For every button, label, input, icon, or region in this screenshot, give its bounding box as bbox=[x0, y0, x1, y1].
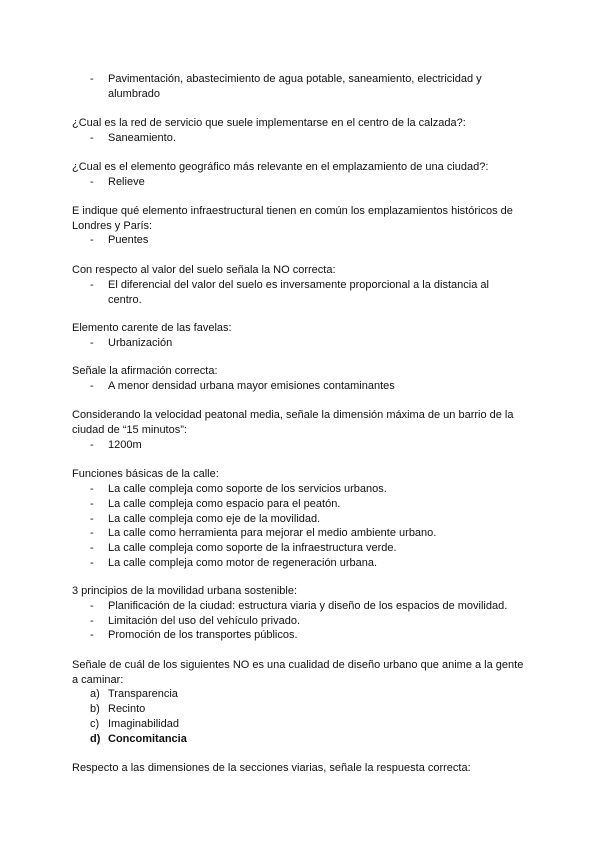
answer-text: Planificación de la ciudad: estructura viaria y diseño de los espacios de movilidad. bbox=[108, 600, 508, 612]
question-text: ¿Cual es el elemento geográfico más relevante en el emplazamiento de una ciudad?: bbox=[72, 161, 489, 173]
answer-text: Puentes bbox=[108, 234, 149, 246]
letter-marker: a) bbox=[90, 688, 100, 700]
list-item bbox=[90, 702, 520, 717]
dash-marker: - bbox=[90, 527, 94, 539]
dash-marker: - bbox=[90, 557, 94, 569]
list-item bbox=[90, 72, 520, 102]
dash-marker: - bbox=[90, 615, 94, 627]
list-item bbox=[90, 379, 520, 394]
dash-marker: - bbox=[90, 176, 94, 188]
answer-text: Saneamiento. bbox=[108, 132, 176, 144]
list-item bbox=[90, 717, 520, 732]
dash-marker: - bbox=[90, 483, 94, 495]
list-item bbox=[90, 512, 520, 527]
dash-marker: - bbox=[90, 513, 94, 525]
list-item bbox=[90, 336, 520, 351]
list-item bbox=[90, 438, 520, 453]
answer-text: Recinto bbox=[108, 703, 146, 715]
question-text: Considerando la velocidad peatonal media, señale la dimensión máxima de un barrio de la ciudad de “15 minutos”: bbox=[72, 409, 514, 436]
answer-text: Concomitancia bbox=[108, 733, 187, 745]
list-item-correct-answer bbox=[90, 732, 520, 747]
list-item bbox=[90, 687, 520, 702]
answer-text: Promoción de los transportes públicos. bbox=[108, 629, 298, 641]
answer-text: La calle como herramienta para mejorar el medio ambiente urbano. bbox=[108, 527, 437, 539]
answer-text: La calle compleja como eje de la movilidad. bbox=[108, 513, 321, 525]
list-item bbox=[90, 599, 520, 614]
list-item bbox=[90, 233, 520, 248]
answer-text: Urbanización bbox=[108, 337, 173, 349]
letter-marker: d) bbox=[90, 733, 101, 745]
list-item bbox=[90, 526, 520, 541]
list-item bbox=[90, 628, 520, 643]
answer-text: Imaginabilidad bbox=[108, 718, 179, 730]
dash-marker: - bbox=[90, 279, 94, 291]
letter-marker: b) bbox=[90, 703, 100, 715]
answer-text: El diferencial del valor del suelo es inversamente proporcional a la distancia al centro. bbox=[108, 279, 489, 306]
answer-text: 1200m bbox=[108, 439, 142, 451]
dash-marker: - bbox=[90, 629, 94, 641]
list-item bbox=[90, 556, 520, 571]
answer-text: La calle compleja como motor de regeneración urbana. bbox=[108, 557, 378, 569]
question-text: Funciones básicas de la calle: bbox=[72, 468, 219, 480]
question-text: ¿Cual es la red de servicio que suele implementarse en el centro de la calzada?: bbox=[72, 117, 466, 129]
dash-marker: - bbox=[90, 337, 94, 349]
list-item bbox=[90, 482, 520, 497]
list-item bbox=[90, 614, 520, 629]
answer-text: La calle compleja como soporte de los servicios urbanos. bbox=[108, 483, 387, 495]
answer-text: La calle compleja como espacio para el peatón. bbox=[108, 498, 341, 510]
question-text: 3 principios de la movilidad urbana sostenible: bbox=[72, 585, 298, 597]
letter-marker: c) bbox=[90, 718, 100, 730]
dash-marker: - bbox=[90, 600, 94, 612]
question-text: Señale la afirmación correcta: bbox=[72, 365, 218, 377]
question-text: Respecto a las dimensiones de la secciones viarias, señale la respuesta correcta: bbox=[72, 762, 471, 774]
question-text: Con respecto al valor del suelo señala la NO correcta: bbox=[72, 264, 336, 276]
question-text: E indique qué elemento infraestructural tienen en común los emplazamientos históricos de Londres y París: bbox=[72, 205, 513, 232]
list-item bbox=[90, 497, 520, 512]
list-item bbox=[90, 131, 520, 146]
list-item bbox=[90, 278, 520, 308]
dash-marker: - bbox=[90, 132, 94, 144]
question-text: Señale de cuál de los siguientes NO es una cualidad de diseño urbano que anime a la gente a caminar: bbox=[72, 659, 524, 686]
answer-text: Limitación del uso del vehículo privado. bbox=[108, 615, 301, 627]
question-text: Elemento carente de las favelas: bbox=[72, 322, 232, 334]
answer-text: A menor densidad urbana mayor emisiones contaminantes bbox=[108, 380, 395, 392]
dash-marker: - bbox=[90, 498, 94, 510]
dash-marker: - bbox=[90, 380, 94, 392]
dash-marker: - bbox=[90, 439, 94, 451]
answer-text: La calle compleja como soporte de la infraestructura verde. bbox=[108, 542, 397, 554]
dash-marker: - bbox=[90, 73, 94, 85]
answer-text: Relieve bbox=[108, 176, 145, 188]
answer-text: Pavimentación, abastecimiento de agua potable, saneamiento, electricidad y alumbrado bbox=[108, 73, 482, 100]
dash-marker: - bbox=[90, 234, 94, 246]
list-item bbox=[90, 541, 520, 556]
answer-text: Transparencia bbox=[108, 688, 178, 700]
dash-marker: - bbox=[90, 542, 94, 554]
list-item bbox=[90, 175, 520, 190]
